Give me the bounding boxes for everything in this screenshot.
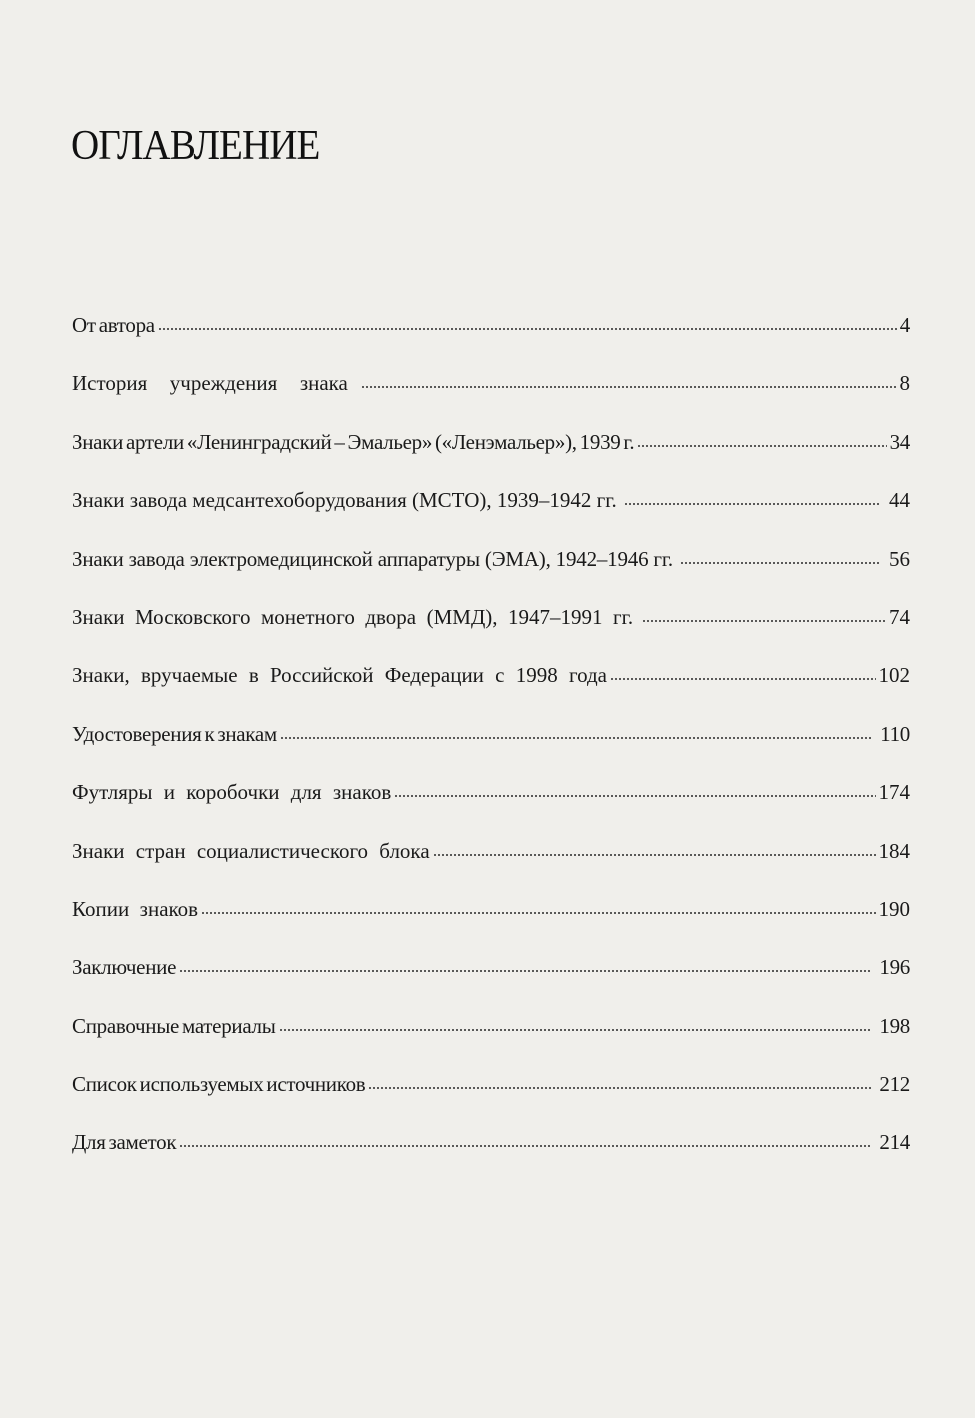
toc-entry-title: Знаки завода медсантехоборудования (МСТО), 1939–1942 гг. — [72, 488, 617, 513]
toc-entry-page: 56 — [889, 546, 910, 571]
toc-entry-certificates[interactable] — [72, 720, 910, 778]
toc-entry-page: 212 — [879, 1072, 910, 1097]
toc-entry-reference-materials[interactable] — [72, 1012, 910, 1070]
toc-entry-page: 4 — [899, 313, 910, 337]
dot-leader — [610, 677, 876, 681]
dot-leader — [394, 794, 875, 798]
toc-entry-russian-federation[interactable] — [72, 661, 910, 719]
toc-entry-page: 184 — [878, 838, 910, 863]
toc-entry-page: 44 — [889, 488, 910, 513]
toc-entry-title: История учреждения знака — [72, 371, 348, 396]
table-of-contents — [72, 311, 910, 1187]
toc-entry-history[interactable] — [72, 369, 910, 427]
toc-entry-sources[interactable] — [72, 1070, 910, 1128]
toc-entry-page: 102 — [878, 663, 910, 688]
toc-entry-title: Знаки Московского монетного двора (ММД), 1947–1991 гг. — [72, 604, 634, 629]
dot-leader — [158, 327, 897, 331]
toc-entry-page: 8 — [899, 371, 910, 396]
toc-entry-title: Знаки стран социалистического блока — [72, 838, 430, 863]
toc-entry-title: Знаки, вручаемые в Российской Федерации с 1998 года — [72, 663, 607, 688]
toc-entry-title: Знаки завода электромедицинской аппаратуры (ЭМА), 1942–1946 гг. — [72, 546, 673, 571]
toc-entry-page: 214 — [879, 1130, 910, 1155]
toc-entry-page: 190 — [878, 896, 910, 921]
dot-leader — [179, 1144, 871, 1148]
dot-leader — [279, 1028, 872, 1032]
toc-entry-title: От автора — [72, 313, 155, 337]
page-title: ОГЛАВЛЕНИЕ — [71, 123, 320, 169]
toc-entry-title: Удостоверения к знакам — [72, 721, 277, 746]
toc-entry-page: 34 — [889, 429, 910, 454]
toc-entry-ema[interactable] — [72, 545, 910, 603]
dot-leader — [280, 736, 872, 740]
toc-entry-title: Футляры и коробочки для знаков — [72, 780, 392, 805]
toc-entry-page: 196 — [879, 955, 910, 980]
toc-entry-lenemaler[interactable] — [72, 428, 910, 486]
toc-entry-msto[interactable] — [72, 486, 910, 544]
dot-leader — [179, 969, 871, 973]
toc-entry-conclusion[interactable] — [72, 953, 910, 1011]
toc-entry-page: 174 — [878, 780, 910, 805]
toc-entry-page: 198 — [879, 1013, 910, 1038]
toc-entry-title: Копии знаков — [72, 896, 199, 921]
toc-entry-copies[interactable] — [72, 895, 910, 953]
dot-leader — [680, 561, 881, 565]
dot-leader — [433, 853, 876, 857]
dot-leader — [201, 911, 875, 915]
toc-entry-page: 74 — [889, 604, 910, 629]
toc-entry-mmd[interactable] — [72, 603, 910, 661]
toc-entry-cases[interactable] — [72, 778, 910, 836]
toc-entry-from-author[interactable] — [72, 311, 910, 369]
dot-leader — [368, 1086, 873, 1090]
toc-entry-notes[interactable] — [72, 1128, 910, 1186]
toc-entry-socialist-bloc[interactable] — [72, 837, 910, 895]
dot-leader — [361, 385, 897, 389]
toc-entry-title: Знаки артели «Ленинградский – Эмальер» («Ленэмальер»), 1939 г. — [72, 429, 635, 454]
dot-leader — [642, 619, 886, 623]
toc-entry-title: Список используемых источников — [72, 1072, 366, 1097]
dot-leader — [637, 444, 886, 448]
dot-leader — [624, 502, 881, 506]
toc-entry-title: Справочные материалы — [72, 1013, 276, 1038]
toc-entry-title: Для заметок — [72, 1130, 177, 1155]
toc-entry-title: Заключение — [72, 955, 177, 980]
toc-entry-page: 110 — [880, 721, 910, 746]
